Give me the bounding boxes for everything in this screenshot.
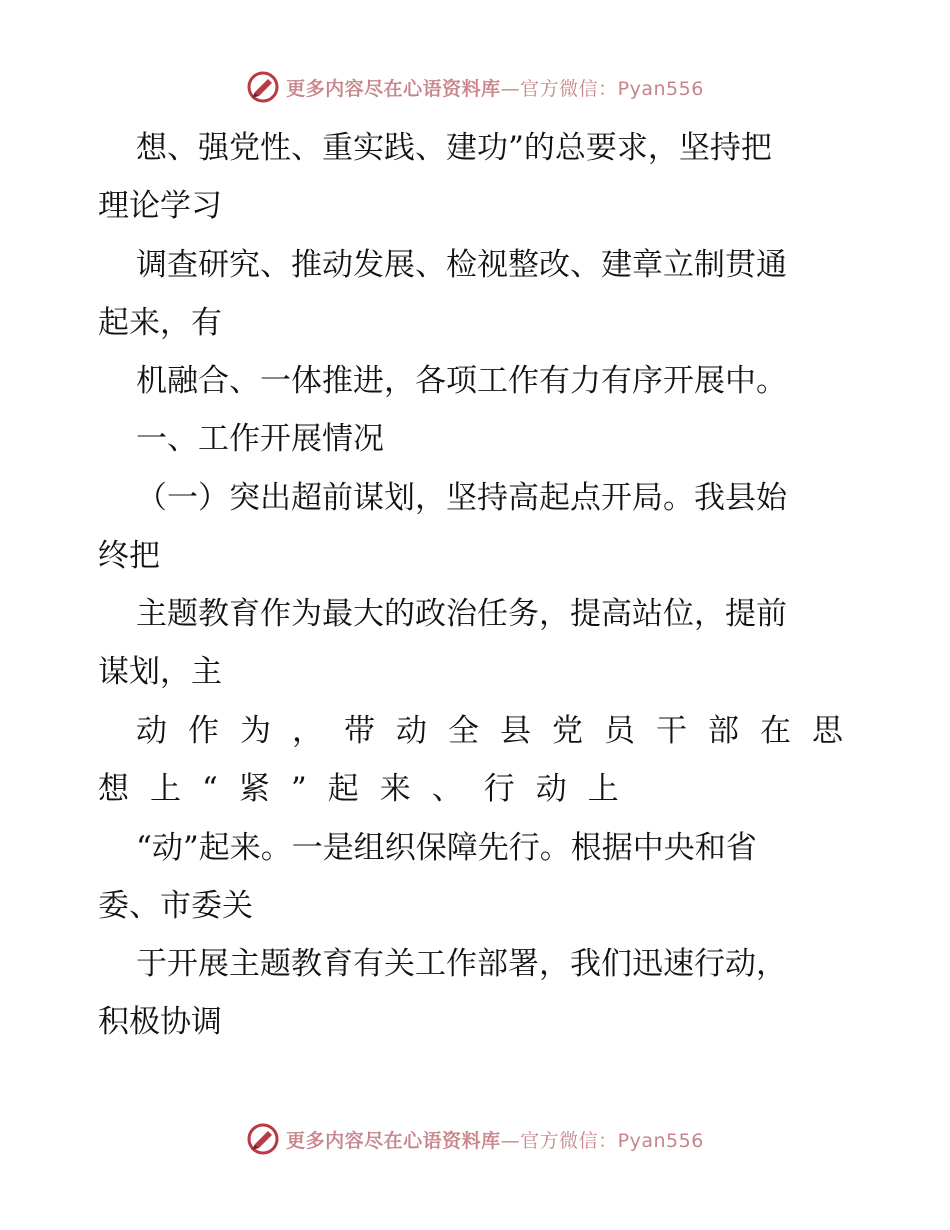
watermark-suffix: 官方微信：Pyan556 [520, 1129, 704, 1152]
paragraph-line: 谋划，主 [98, 654, 222, 690]
brand-logo-icon [246, 70, 280, 104]
section-heading: 一、工作开展情况 [136, 421, 384, 457]
watermark-main: 更多内容尽在心语资料库 [286, 1129, 501, 1152]
paragraph-line: “动”起来。一是组织保障先行。根据中央和省 [136, 830, 757, 866]
watermark-suffix: 官方微信：Pyan556 [520, 77, 704, 100]
paragraph-line: 积极协调 [98, 1004, 222, 1040]
header-watermark [0, 70, 950, 104]
paragraph-line: 起来，有 [98, 305, 222, 341]
paragraph-line: 委、市委关 [98, 888, 253, 924]
paragraph-line: 主题教育作为最大的政治任务，提高站位，提前 [136, 596, 787, 632]
paragraph-line: 想上“紧”起来、行动上 [98, 771, 640, 807]
paragraph-line: 终把 [98, 538, 160, 574]
paragraph-line: 调查研究、推动发展、检视整改、建章立制贯通 [136, 247, 787, 283]
watermark-dash: — [500, 77, 521, 100]
watermark-dash: — [500, 1129, 521, 1152]
paragraph-line: 于开展主题教育有关工作部署，我们迅速行动， [136, 946, 787, 982]
watermark-text [286, 1126, 704, 1153]
subsection-heading: （一）突出超前谋划，坚持高起点开局。我县始 [136, 480, 787, 516]
watermark-text [286, 74, 704, 101]
paragraph-line: 动作为，带动全县党员干部在思 [136, 713, 864, 749]
paragraph-line: 机融合、一体推进，各项工作有力有序开展中。 [136, 363, 787, 399]
footer-watermark [0, 1122, 950, 1156]
watermark-main: 更多内容尽在心语资料库 [286, 77, 501, 100]
brand-logo-icon [246, 1122, 280, 1156]
paragraph-line: 想、强党性、重实践、建功”的总要求，坚持把 [136, 130, 772, 166]
paragraph-line: 理论学习 [98, 188, 222, 224]
